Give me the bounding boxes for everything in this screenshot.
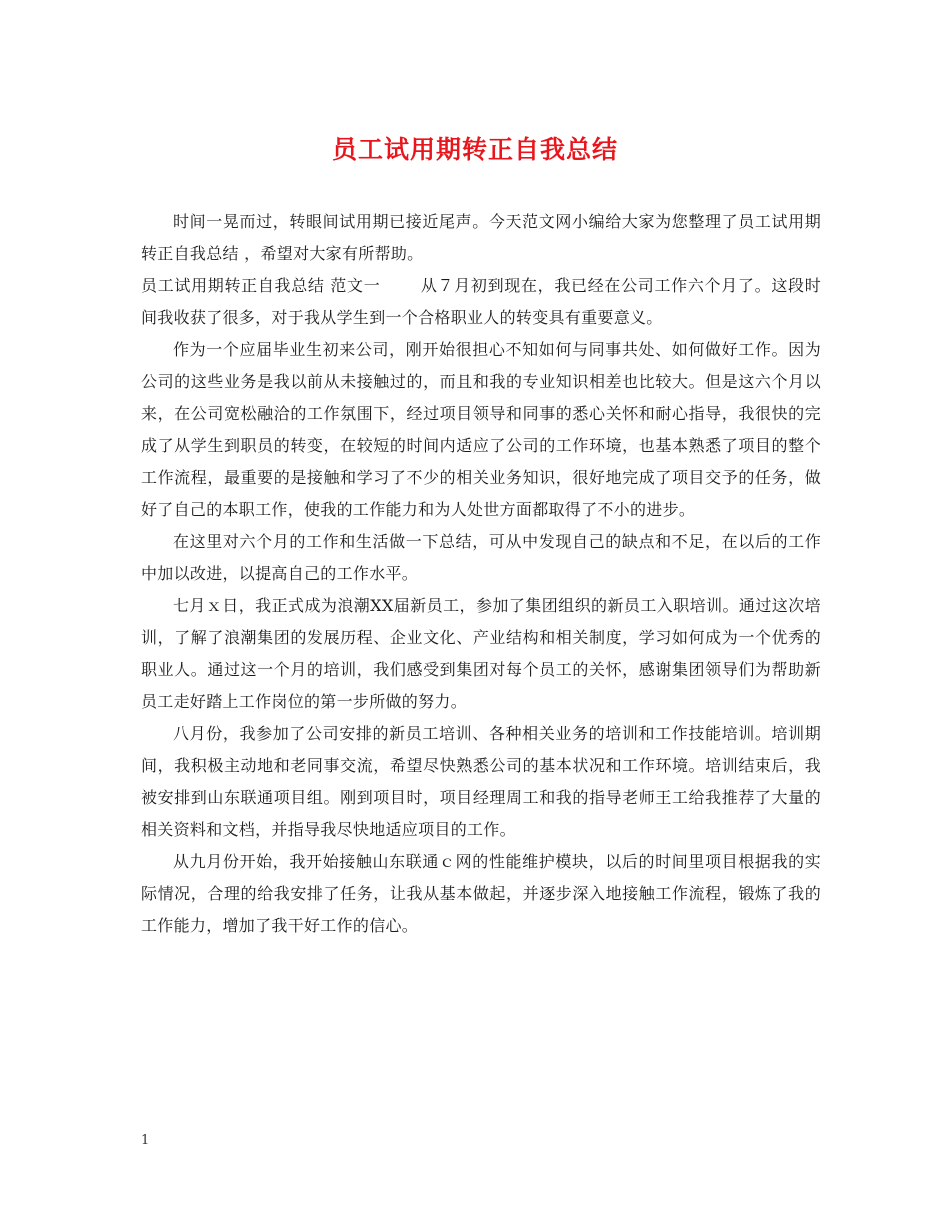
page-number: 1 bbox=[141, 1133, 150, 1148]
document-title: 员工试用期转正自我总结 bbox=[331, 135, 618, 164]
body-paragraph: 作为一个应届毕业生初来公司，刚开始很担心不知如何与同事共处、如何做好工作。因为公司的这些业务是我以前从未接触过的，而且和我的专业知识相差也比较大。但是这六个月以来，在公司宽松融洽的工作氛围下，经过项目领导和同事的悉心关怀和耐心指导，我很快的完成了从学生到职员的转变，在较短的时间内适应了公司的工作环境，也基本熟悉了项目的整个工作流程，最重要的是接触和学习了不少的相关业务知识，很好地完成了项目交予的任务，做好了自己的本职工作，使我的工作能力和为人处世方面都取得了不小的进步。 bbox=[141, 340, 821, 519]
sample-first-text: 从７月初到现在，我已经在公司工作六个月了。这段时间我收获了很多，对于我从学生到一个合格职业人的转变具有重要意义。 bbox=[141, 276, 821, 327]
body-paragraph: 在这里对六个月的工作和生活做一下总结，可从中发现自己的缺点和不足，在以后的工作中加以改进，以提高自己的工作水平。 bbox=[141, 532, 821, 583]
body-paragraph: 八月份，我参加了公司安排的新员工培训、各种相关业务的培训和工作技能培训。培训期间，我积极主动地和老同事交流，希望尽快熟悉公司的基本状况和工作环境。培训结束后，我被安排到山东联通项目组。刚到项目时，项目经理周工和我的指导老师王工给我推荐了大量的相关资料和文档，并指导我尽快地适应项目的工作。 bbox=[141, 724, 821, 839]
sample-paragraph bbox=[141, 270, 821, 334]
sample-heading: 员工试用期转正自我总结 范文一 bbox=[141, 276, 381, 295]
intro-paragraph: 时间一晃而过，转眼间试用期已接近尾声。今天范文网小编给大家为您整理了员工试用期转正自我总结 ，希望对大家有所帮助。 bbox=[141, 212, 821, 263]
body-paragraph: 从九月份开始，我开始接触山东联通ｃ网的性能维护模块，以后的时间里项目根据我的实际情况，合理的给我安排了任务，让我从基本做起，并逐步深入地接触工作流程，锻炼了我的工作能力，增加了我干好工作的信心。 bbox=[141, 852, 821, 935]
document-body bbox=[141, 206, 821, 942]
body-paragraph: 七月ｘ日，我正式成为浪潮XX届新员工，参加了集团组织的新员工入职培训。通过这次培训，了解了浪潮集团的发展历程、企业文化、产业结构和相关制度，学习如何成为一个优秀的职业人。通过这一个月的培训，我们感受到集团对每个员工的关怀，感谢集团领导们为帮助新员工走好踏上工作岗位的第一步所做的努力。 bbox=[141, 596, 821, 711]
